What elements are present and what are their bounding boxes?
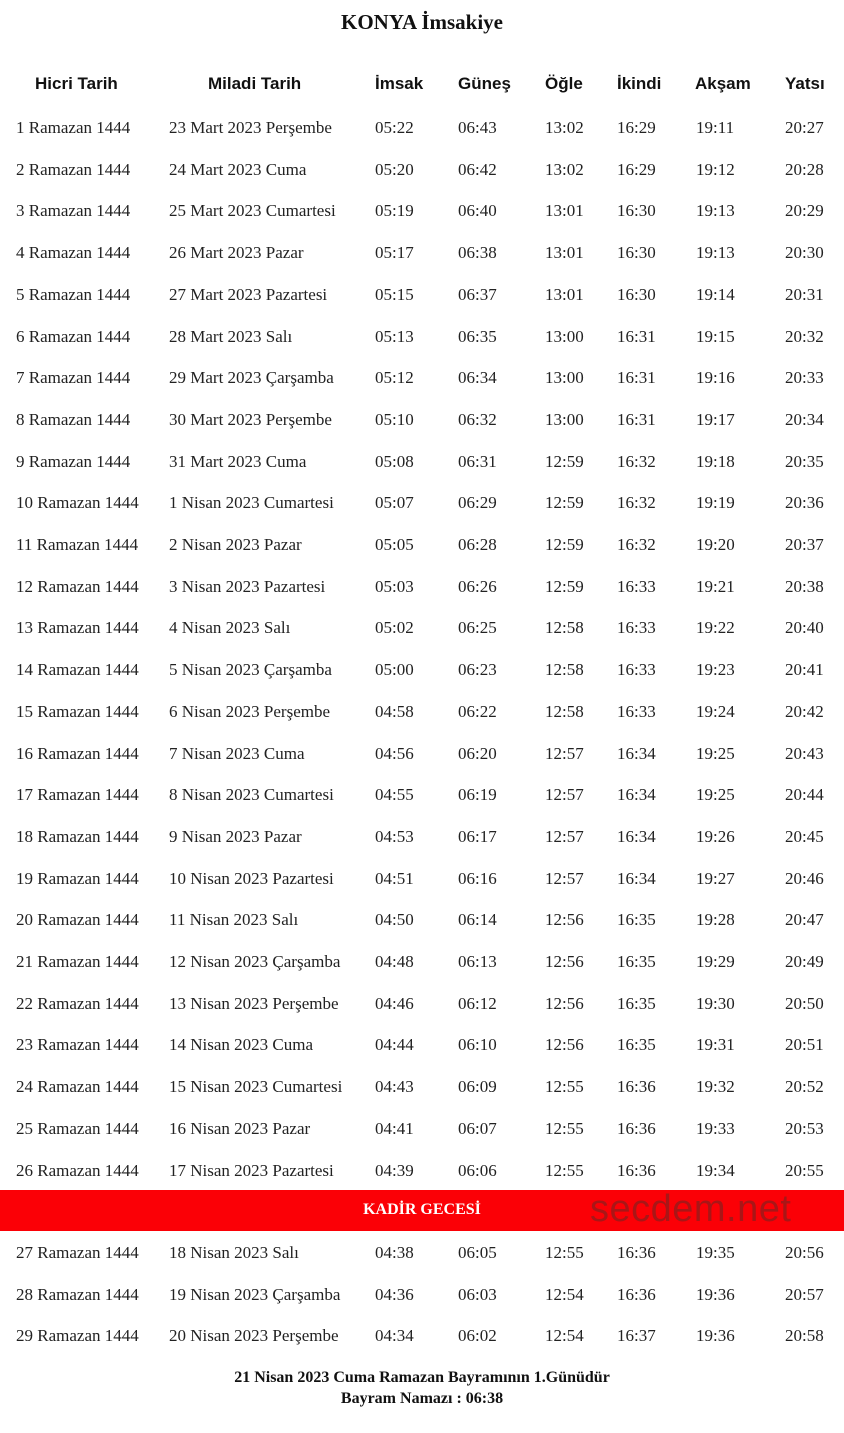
aksam-time: 19:26: [696, 826, 735, 846]
gunes-time: 06:40: [458, 201, 497, 221]
gunes-time: 06:16: [458, 868, 497, 888]
hicri-date: 29 Ramazan 1444: [16, 1326, 139, 1346]
ogle-time: 12:55: [545, 1243, 584, 1262]
ogle-time: 12:56: [545, 952, 584, 971]
gunes-time: 06:32: [458, 409, 497, 429]
hicri-date: 4 Ramazan 1444: [16, 243, 131, 263]
table-row: [0, 612, 844, 642]
aksam-time: 19:29: [696, 952, 735, 971]
yatsi-time: 20:49: [785, 952, 824, 971]
miladi-date: 20 Nisan 2023 Perşembe: [169, 1326, 339, 1346]
hicri-date: 24 Ramazan 1444: [16, 1077, 139, 1097]
imsak-time: 05:07: [375, 493, 414, 513]
gunes-time: 06:42: [458, 159, 497, 179]
table-row: [0, 154, 844, 184]
ogle-time: 12:56: [545, 1035, 584, 1055]
ogle-time: 13:00: [545, 409, 584, 429]
yatsi-time: 20:56: [785, 1243, 824, 1262]
ogle-time: 13:01: [545, 201, 584, 221]
ogle-time: 13:02: [545, 159, 584, 179]
ogle-time: 12:59: [545, 451, 584, 471]
yatsi-time: 20:33: [785, 368, 824, 388]
miladi-date: 25 Mart 2023 Cumartesi: [169, 201, 336, 221]
hicri-date: 6 Ramazan 1444: [16, 326, 131, 346]
ogle-time: 12:57: [545, 826, 584, 846]
table-row: [0, 1071, 844, 1101]
imsak-time: 05:10: [375, 409, 414, 429]
ikindi-time: 16:35: [617, 993, 656, 1013]
ogle-time: 12:59: [545, 535, 584, 554]
imsak-time: 05:20: [375, 159, 414, 179]
ikindi-time: 16:32: [617, 493, 656, 513]
header-yatsi: Yatsı: [785, 74, 825, 93]
ogle-time: 13:00: [545, 326, 584, 346]
ikindi-time: 16:30: [617, 284, 656, 304]
imsak-time: 04:36: [375, 1284, 414, 1304]
gunes-time: 06:17: [458, 826, 497, 846]
gunes-time: 06:23: [458, 660, 497, 680]
hicri-date: 18 Ramazan 1444: [16, 826, 139, 846]
imsak-time: 04:39: [375, 1160, 414, 1180]
hicri-date: 1 Ramazan 1444: [16, 118, 131, 137]
footer-holiday-note: 21 Nisan 2023 Cuma Ramazan Bayramının 1.Günüdür: [234, 1369, 610, 1386]
imsak-time: 05:05: [375, 535, 414, 554]
yatsi-time: 20:37: [785, 535, 824, 554]
ikindi-time: 16:33: [617, 660, 656, 680]
miladi-date: 9 Nisan 2023 Pazar: [169, 826, 302, 846]
table-row: [0, 487, 844, 517]
table-row: [0, 654, 844, 684]
imsak-time: 05:22: [375, 118, 414, 137]
table-row: [0, 946, 844, 976]
table-row: [0, 362, 844, 392]
yatsi-time: 20:43: [785, 743, 824, 763]
ikindi-time: 16:31: [617, 326, 656, 346]
gunes-time: 06:13: [458, 952, 497, 971]
miladi-date: 31 Mart 2023 Cuma: [169, 451, 307, 471]
aksam-time: 19:13: [696, 243, 735, 263]
hicri-date: 23 Ramazan 1444: [16, 1035, 139, 1055]
aksam-time: 19:13: [696, 201, 735, 221]
header-gunes: Güneş: [458, 74, 511, 93]
yatsi-time: 20:27: [785, 118, 824, 137]
table-row: [0, 446, 844, 476]
ikindi-time: 16:31: [617, 409, 656, 429]
table-row: [0, 404, 844, 434]
hicri-date: 12 Ramazan 1444: [16, 576, 139, 596]
table-row: [0, 1279, 844, 1309]
ikindi-time: 16:30: [617, 243, 656, 263]
imsak-time: 04:44: [375, 1035, 414, 1055]
miladi-date: 7 Nisan 2023 Cuma: [169, 743, 305, 763]
header-aksam: Akşam: [695, 74, 751, 93]
watermark: secdem.net: [590, 1188, 792, 1230]
aksam-time: 19:25: [696, 785, 735, 805]
ogle-time: 12:54: [545, 1284, 584, 1304]
yatsi-time: 20:53: [785, 1118, 824, 1138]
ogle-time: 12:55: [545, 1118, 584, 1138]
ikindi-time: 16:32: [617, 535, 656, 554]
miladi-date: 26 Mart 2023 Pazar: [169, 243, 304, 263]
ogle-time: 12:58: [545, 701, 584, 721]
table-row: [0, 904, 844, 934]
imsak-time: 05:19: [375, 201, 414, 221]
aksam-time: 19:34: [696, 1160, 735, 1180]
table-row: [0, 112, 844, 142]
ogle-time: 12:59: [545, 493, 584, 513]
ikindi-time: 16:36: [617, 1077, 656, 1097]
gunes-time: 06:19: [458, 785, 497, 805]
ikindi-time: 16:35: [617, 910, 656, 930]
ikindi-time: 16:36: [617, 1243, 656, 1262]
miladi-date: 17 Nisan 2023 Pazartesi: [169, 1160, 334, 1180]
imsak-time: 05:15: [375, 284, 414, 304]
table-row: [0, 1237, 844, 1267]
miladi-date: 8 Nisan 2023 Cumartesi: [169, 785, 334, 805]
yatsi-time: 20:47: [785, 910, 824, 930]
gunes-time: 06:26: [458, 576, 497, 596]
ikindi-time: 16:33: [617, 701, 656, 721]
gunes-time: 06:34: [458, 368, 497, 388]
miladi-date: 30 Mart 2023 Perşembe: [169, 409, 332, 429]
hicri-date: 5 Ramazan 1444: [16, 284, 131, 304]
yatsi-time: 20:41: [785, 660, 824, 680]
imsak-time: 05:02: [375, 618, 414, 638]
aksam-time: 19:21: [696, 576, 735, 596]
hicri-date: 19 Ramazan 1444: [16, 868, 139, 888]
ikindi-time: 16:34: [617, 826, 656, 846]
aksam-time: 19:15: [696, 326, 735, 346]
gunes-time: 06:12: [458, 993, 497, 1013]
aksam-time: 19:12: [696, 159, 735, 179]
yatsi-time: 20:29: [785, 201, 824, 221]
ogle-time: 12:57: [545, 868, 584, 888]
miladi-date: 6 Nisan 2023 Perşembe: [169, 701, 331, 721]
table-row: [0, 779, 844, 809]
miladi-date: 19 Nisan 2023 Çarşamba: [169, 1284, 341, 1304]
yatsi-time: 20:36: [785, 493, 824, 513]
table-row: [0, 195, 844, 225]
imsak-time: 05:13: [375, 326, 414, 346]
ogle-time: 12:56: [545, 910, 584, 930]
ogle-time: 13:01: [545, 243, 584, 263]
aksam-time: 19:28: [696, 910, 735, 930]
imsak-time: 04:43: [375, 1077, 414, 1097]
yatsi-time: 20:28: [785, 159, 824, 179]
gunes-time: 06:06: [458, 1160, 497, 1180]
table-row: [0, 696, 844, 726]
yatsi-time: 20:50: [785, 993, 824, 1013]
miladi-date: 5 Nisan 2023 Çarşamba: [169, 660, 332, 680]
gunes-time: 06:02: [458, 1326, 497, 1346]
hicri-date: 10 Ramazan 1444: [16, 493, 139, 513]
ikindi-time: 16:29: [617, 118, 656, 137]
imsak-time: 04:34: [375, 1326, 414, 1346]
imsak-time: 04:41: [375, 1118, 414, 1138]
imsak-time: 04:58: [375, 701, 414, 721]
miladi-date: 16 Nisan 2023 Pazar: [169, 1118, 311, 1138]
hicri-date: 14 Ramazan 1444: [16, 660, 139, 680]
ogle-time: 12:55: [545, 1160, 584, 1180]
yatsi-time: 20:42: [785, 701, 824, 721]
miladi-date: 14 Nisan 2023 Cuma: [169, 1035, 314, 1055]
gunes-time: 06:03: [458, 1284, 497, 1304]
imsak-time: 04:46: [375, 993, 414, 1013]
gunes-time: 06:31: [458, 451, 497, 471]
yatsi-time: 20:55: [785, 1160, 824, 1180]
imsak-time: 04:53: [375, 826, 414, 846]
hicri-date: 27 Ramazan 1444: [16, 1243, 139, 1262]
aksam-time: 19:35: [696, 1243, 735, 1262]
ikindi-time: 16:31: [617, 368, 656, 388]
hicri-date: 16 Ramazan 1444: [16, 743, 139, 763]
miladi-date: 10 Nisan 2023 Pazartesi: [169, 868, 334, 888]
header-imsak: İmsak: [375, 74, 424, 93]
miladi-date: 1 Nisan 2023 Cumartesi: [169, 493, 334, 513]
table-row: [0, 1029, 844, 1059]
miladi-date: 13 Nisan 2023 Perşembe: [169, 993, 339, 1013]
table-row: [0, 738, 844, 768]
table-row: [0, 529, 844, 559]
gunes-time: 06:28: [458, 535, 497, 554]
hicri-date: 13 Ramazan 1444: [16, 618, 139, 638]
aksam-time: 19:14: [696, 284, 735, 304]
banner-label: KADİR GECESİ: [363, 1201, 481, 1218]
miladi-date: 2 Nisan 2023 Pazar: [169, 535, 302, 554]
aksam-time: 19:36: [696, 1284, 735, 1304]
imsak-time: 04:38: [375, 1243, 414, 1262]
miladi-date: 27 Mart 2023 Pazartesi: [169, 284, 328, 304]
ikindi-time: 16:29: [617, 159, 656, 179]
page-title: KONYA İmsakiye: [340, 10, 503, 34]
gunes-time: 06:35: [458, 326, 497, 346]
ikindi-time: 16:34: [617, 868, 656, 888]
yatsi-time: 20:31: [785, 284, 824, 304]
aksam-time: 19:19: [696, 493, 735, 513]
ogle-time: 13:02: [545, 118, 584, 137]
yatsi-time: 20:51: [785, 1035, 824, 1055]
aksam-time: 19:22: [696, 618, 735, 638]
ikindi-time: 16:35: [617, 1035, 656, 1055]
hicri-date: 8 Ramazan 1444: [16, 409, 131, 429]
ikindi-time: 16:36: [617, 1118, 656, 1138]
hicri-date: 11 Ramazan 1444: [16, 535, 139, 554]
yatsi-time: 20:32: [785, 326, 824, 346]
imsak-time: 05:12: [375, 368, 414, 388]
hicri-date: 17 Ramazan 1444: [16, 785, 139, 805]
ogle-time: 12:56: [545, 993, 584, 1013]
imsak-time: 05:00: [375, 660, 414, 680]
ogle-time: 12:55: [545, 1077, 584, 1097]
hicri-date: 7 Ramazan 1444: [16, 368, 131, 388]
ogle-time: 13:01: [545, 284, 584, 304]
gunes-time: 06:10: [458, 1035, 497, 1055]
aksam-time: 19:17: [696, 409, 735, 429]
gunes-time: 06:29: [458, 493, 497, 513]
gunes-time: 06:09: [458, 1077, 497, 1097]
aksam-time: 19:18: [696, 451, 735, 471]
miladi-date: 11 Nisan 2023 Salı: [169, 910, 299, 930]
imsak-time: 04:56: [375, 743, 414, 763]
gunes-time: 06:14: [458, 910, 497, 930]
ikindi-time: 16:35: [617, 952, 656, 971]
aksam-time: 19:30: [696, 993, 735, 1013]
yatsi-time: 20:30: [785, 243, 824, 263]
hicri-date: 3 Ramazan 1444: [16, 201, 131, 221]
yatsi-time: 20:40: [785, 618, 824, 638]
ikindi-time: 16:34: [617, 785, 656, 805]
ogle-time: 13:00: [545, 368, 584, 388]
table-row: [0, 1155, 844, 1185]
table-row: [0, 571, 844, 601]
yatsi-time: 20:45: [785, 826, 824, 846]
yatsi-time: 20:38: [785, 576, 824, 596]
gunes-time: 06:25: [458, 618, 497, 638]
hicri-date: 25 Ramazan 1444: [16, 1118, 139, 1138]
ikindi-time: 16:36: [617, 1284, 656, 1304]
yatsi-time: 20:46: [785, 868, 824, 888]
ikindi-time: 16:33: [617, 576, 656, 596]
table-row: [0, 821, 844, 851]
table-row: [0, 279, 844, 309]
imsak-time: 05:17: [375, 243, 414, 263]
kadir-gecesi-banner: [0, 1190, 844, 1231]
imsak-time: 04:48: [375, 952, 414, 971]
miladi-date: 23 Mart 2023 Perşembe: [169, 118, 332, 137]
yatsi-time: 20:34: [785, 409, 824, 429]
table-row: [0, 1113, 844, 1143]
miladi-date: 3 Nisan 2023 Pazartesi: [169, 576, 326, 596]
aksam-time: 19:32: [696, 1077, 735, 1097]
miladi-date: 29 Mart 2023 Çarşamba: [169, 368, 334, 388]
imsak-time: 04:51: [375, 868, 414, 888]
hicri-date: 22 Ramazan 1444: [16, 993, 139, 1013]
miladi-date: 12 Nisan 2023 Çarşamba: [169, 952, 341, 971]
aksam-time: 19:20: [696, 535, 735, 554]
hicri-date: 26 Ramazan 1444: [16, 1160, 139, 1180]
miladi-date: 28 Mart 2023 Salı: [169, 326, 293, 346]
ikindi-time: 16:36: [617, 1160, 656, 1180]
yatsi-time: 20:35: [785, 451, 824, 471]
table-row: [0, 988, 844, 1018]
ogle-time: 12:57: [545, 743, 584, 763]
aksam-time: 19:31: [696, 1035, 735, 1055]
footer-prayer-time: Bayram Namazı : 06:38: [340, 1390, 504, 1407]
table-row: [0, 1320, 844, 1350]
yatsi-time: 20:44: [785, 785, 824, 805]
aksam-time: 19:25: [696, 743, 735, 763]
aksam-time: 19:16: [696, 368, 735, 388]
header-miladi-tarih: Miladi Tarih: [208, 74, 302, 93]
miladi-date: 24 Mart 2023 Cuma: [169, 159, 307, 179]
yatsi-time: 20:57: [785, 1284, 824, 1304]
ikindi-time: 16:32: [617, 451, 656, 471]
aksam-time: 19:11: [696, 118, 735, 137]
gunes-time: 06:38: [458, 243, 497, 263]
imsak-time: 05:08: [375, 451, 414, 471]
ikindi-time: 16:30: [617, 201, 656, 221]
table-row: [0, 237, 844, 267]
aksam-time: 19:23: [696, 660, 735, 680]
hicri-date: 28 Ramazan 1444: [16, 1284, 139, 1304]
miladi-date: 18 Nisan 2023 Salı: [169, 1243, 299, 1262]
hicri-date: 21 Ramazan 1444: [16, 952, 139, 971]
hicri-date: 15 Ramazan 1444: [16, 701, 139, 721]
ikindi-time: 16:33: [617, 618, 656, 638]
header-ogle: Öğle: [545, 74, 583, 93]
imsak-time: 04:50: [375, 910, 414, 930]
ogle-time: 12:59: [545, 576, 584, 596]
miladi-date: 15 Nisan 2023 Cumartesi: [169, 1077, 343, 1097]
table-row: [0, 863, 844, 893]
yatsi-time: 20:58: [785, 1326, 824, 1346]
imsak-time: 05:03: [375, 576, 414, 596]
ogle-time: 12:54: [545, 1326, 584, 1346]
hicri-date: 2 Ramazan 1444: [16, 159, 131, 179]
gunes-time: 06:22: [458, 701, 497, 721]
ogle-time: 12:58: [545, 618, 584, 638]
hicri-date: 20 Ramazan 1444: [16, 910, 139, 930]
imsak-time: 04:55: [375, 785, 414, 805]
gunes-time: 06:37: [458, 284, 497, 304]
aksam-time: 19:36: [696, 1326, 735, 1346]
table-row: [0, 321, 844, 351]
yatsi-time: 20:52: [785, 1077, 824, 1097]
aksam-time: 19:33: [696, 1118, 735, 1138]
gunes-time: 06:20: [458, 743, 497, 763]
gunes-time: 06:07: [458, 1118, 497, 1138]
gunes-time: 06:05: [458, 1243, 497, 1262]
header-hicri-tarih: Hicri Tarih: [35, 74, 118, 93]
ikindi-time: 16:34: [617, 743, 656, 763]
ogle-time: 12:58: [545, 660, 584, 680]
aksam-time: 19:27: [696, 868, 735, 888]
aksam-time: 19:24: [696, 701, 735, 721]
header-ikindi: İkindi: [617, 74, 662, 93]
gunes-time: 06:43: [458, 118, 497, 137]
hicri-date: 9 Ramazan 1444: [16, 451, 131, 471]
miladi-date: 4 Nisan 2023 Salı: [169, 618, 291, 638]
ikindi-time: 16:37: [617, 1326, 656, 1346]
ogle-time: 12:57: [545, 785, 584, 805]
